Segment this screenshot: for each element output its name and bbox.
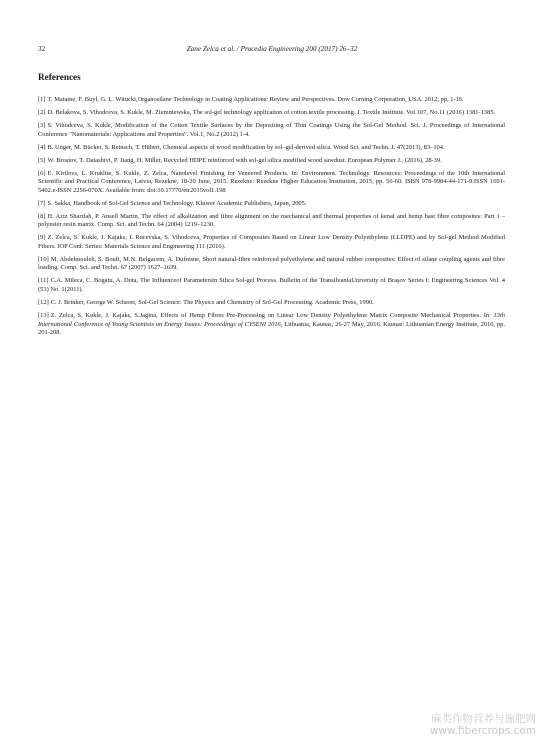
reference-number: [3] [38, 121, 46, 129]
reference-number: [4] [38, 143, 46, 151]
reference-number: [5] [38, 156, 46, 164]
reference-list [38, 96, 505, 342]
reference-item [38, 157, 505, 166]
reference-item [38, 109, 505, 118]
reference-number: [7] [38, 199, 46, 207]
reference-text-tail: , Lithuania, Kaunas, 26-27 May, 2016. Kaunas: Lithuanian Energy Institute, 2016, pp. 201-208. [38, 320, 505, 337]
watermark-url: www.fibercrops.com [429, 725, 536, 737]
reference-text: B. Unger, M. Bücker, S. Reinsch, T. Hübert, Chemical aspects of wood modification by sol–gel-derived silica. Wood Sci. and Techn. J. 47(2013), 83–104. [47, 143, 445, 151]
reference-number: [8] [38, 212, 46, 220]
reference-item [38, 96, 505, 105]
reference-text: C.A. Mileca, C. Bogatu, A. Duta, The Influenceof Parametersin Silica Sol-gel Process. Bulletin of the TransilvaniaUniversity of Braşov Series I: Engineering Sciences Vol. 4 (53) No. 1(2011). [38, 277, 505, 293]
reference-item [38, 200, 505, 209]
references-heading: References [38, 72, 81, 82]
watermark-chinese-text: 麻类作物营养与施肥网 [431, 713, 536, 725]
reference-number: [6] [38, 169, 46, 177]
reference-text: E. Kirilovs, L. Kruklite, S. Kukle, Z. Zelca, Nanolevel Finishing for Veneered Products. In: Environment. Technology. Resources: Proceedings of the 10th International Scientific and Practical Conference, Latvia, Rezekne, 18-20 June, 2015. Rezekne: Rezekne Higher Education Institution, 2015, pp. 56-60. ISBN 978-9984-44-171-9.ISSN 1691-5402.e-ISSN 2256-070X. Available from: doi:10.17770/etr2015vol1.198 [38, 169, 505, 194]
page-number: 32 [38, 45, 46, 53]
reference-text: S. Sakka, Handbook of Sol-Gel Science and Technology. Kluwer Academic Publishers, Japan, 2005. [47, 199, 307, 207]
site-watermark [430, 713, 536, 737]
reference-text: S. Vihodceva, S. Kukle, Modification of the Cotton Textile Surfaces by the Depositing of Thin Coatings Using the Sol-Gel Method. Sci. J. Proceedings of International Conference "Nanomaterials: Applications and Properties". Vol.1, No.2 (2012) 1-4. [38, 121, 505, 138]
reference-number: [13] [38, 311, 49, 319]
reference-text: Z. Zelca, S. Kukle, J. Kajaks, S.Jagina, Effects of Hemp Fibres Pre-Processing on Linear Low Density Polyethylene Matrix Composite Mechanical Properties. In: [50, 311, 494, 319]
reference-number: [1] [38, 96, 46, 103]
reference-item [38, 122, 505, 139]
page-header [38, 45, 506, 57]
reference-item [38, 312, 505, 338]
reference-text: C. J. Brinker, George W. Scherer, Sol-Gel Science: The Physics and Chemistry of Sol-Gel Processing. Academic Press, 1990. [50, 298, 374, 306]
reference-text: H. Aziz Sharifah, P. Ansell Martin, The effect of alkalization and fibre alignment on the mechanical and thermal properties of kenaf and hemp bast fibre composites: Part 1 – polyester resin matrix. Comp. Sci. and Techn. 64 (2004) 1219–1230. [38, 212, 505, 229]
reference-item [38, 299, 505, 308]
reference-number: [12] [38, 298, 49, 306]
reference-text: M. Abdelmouleh, S. Boufi, M.N. Belgacem, A. Dufresne, Short natural-fibre reinforced polyethylene and natural rubber composites: Effect of silane coupling agents and fibre loading. Comp. Sci. and Techn. 67 (2007) 1627–1639. [38, 255, 505, 272]
reference-text: T. Matame, F. Buyl, G. L. Witucki,Organosilane Technology in Coating Applications: Review and Perspectives. Dow Corning Corporation, USA. 2012, pp. 1-16. [47, 96, 464, 103]
reference-item [38, 277, 505, 294]
reference-item [38, 144, 505, 153]
reference-item [38, 170, 505, 196]
reference-item [38, 256, 505, 273]
reference-item [38, 213, 505, 230]
reference-number: [10] [38, 255, 49, 263]
reference-item [38, 234, 505, 251]
reference-number: [11] [38, 277, 49, 285]
running-head: Zane Zelca et al. / Procedia Engineering 200 (2017) 26–32 [186, 45, 358, 53]
reference-text: W. Brostov, T. Datashivi, P. Jiang, H. Miller, Recycled HDPE reinforced with sol-gel silica modified wood sawdust. European Polymer J., (2016), 28-39. [47, 156, 442, 164]
reference-number: [2] [38, 108, 46, 116]
reference-number: [9] [38, 234, 46, 242]
reference-text: D. Belakova, S. Vihodceva, S. Kukle, M. Ziemniewska, The sol-gel technology application of cotton textile processing. J. Textile Institute. Vol.107, No.11 (2016) 1381-1385. [47, 108, 496, 116]
reference-italic-title: 13th International Conference of Young Scientists on Energy Issues: Proceedings of CYSENI 2016 [38, 311, 505, 328]
reference-text: Z. Zelca, S. Kukle, J. Kajaks, I. Rucevska, S. Vihodceva, Properties of Composites Based on Linear Low Density Polyethylene (LLDPE) and by Sol-gel Method Modified Fibers. IOP Conf. Series: Materials Science and Engineering 111 (2016). [38, 234, 505, 250]
